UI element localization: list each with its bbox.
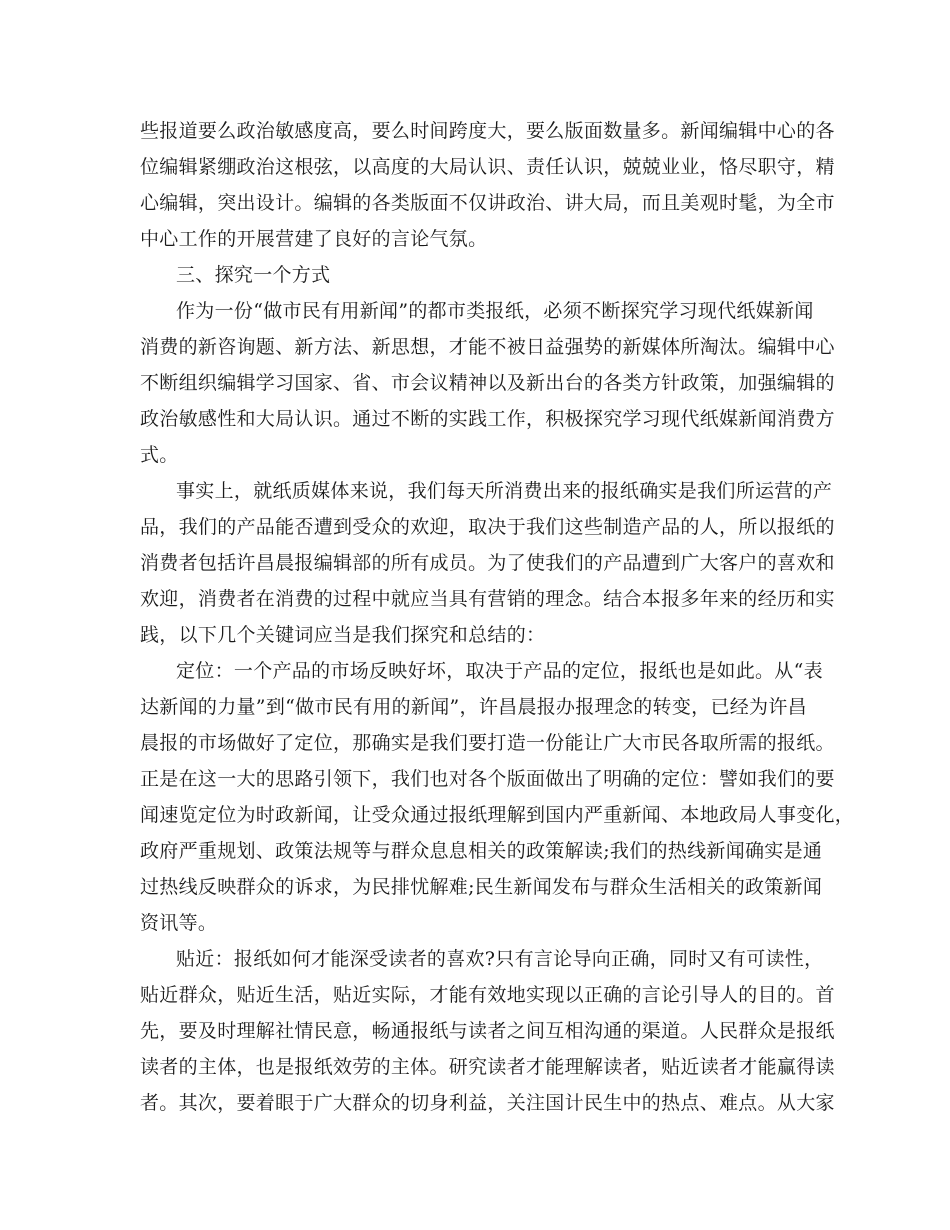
text-line: 消费者包括许昌晨报编辑部的所有成员。为了使我们的产品遭到广大客户的喜欢和 xyxy=(140,552,835,574)
text-line: 正是在这一大的思路引领下，我们也对各个版面做出了明确的定位：譬如我们的要 xyxy=(140,768,835,790)
paragraph-start-line: 作为一份“做市民有用新闻”的都市类报纸，必须不断探究学习现代纸媒新闻 xyxy=(176,300,814,322)
paragraph-start-line: 贴近：报纸如何才能深受读者的喜欢?只有言论导向正确，同时又有可读性， xyxy=(176,948,824,970)
text-line: 欢迎，消费者在消费的过程中就应当具有营销的理念。结合本报多年来的经历和实 xyxy=(140,588,835,610)
document-body xyxy=(140,113,855,1121)
section-heading: 三、探究一个方式 xyxy=(176,264,331,286)
text-line: 不断组织编辑学习国家、省、市会议精神以及新出台的各类方针政策，加强编辑的 xyxy=(140,372,835,394)
text-line: 读者的主体，也是报纸效劳的主体。研究读者才能理解读者，贴近读者才能赢得读 xyxy=(140,1056,835,1078)
text-line: 资讯等。 xyxy=(140,912,218,934)
text-line: 式。 xyxy=(140,444,179,466)
text-line: 先，要及时理解社情民意，畅通报纸与读者之间互相沟通的渠道。人民群众是报纸 xyxy=(140,1020,835,1042)
text-line: 践，以下几个关键词应当是我们探究和总结的： xyxy=(140,624,546,646)
paragraph-start-line: 事实上，就纸质媒体来说，我们每天所消费出来的报纸确实是我们所运营的产 xyxy=(176,480,833,502)
text-line: 达新闻的力量”到“做市民有用的新闻”，许昌晨报办报理念的转变，已经为许昌 xyxy=(140,696,807,718)
text-line: 者。其次，要着眼于广大群众的切身利益，关注国计民生中的热点、难点。从大家 xyxy=(140,1092,835,1114)
text-line: 品，我们的产品能否遭到受众的欢迎，取决于我们这些制造产品的人，所以报纸的 xyxy=(140,516,835,538)
text-line: 中心工作的开展营建了良好的言论气氛。 xyxy=(140,228,488,250)
text-line: 心编辑，突出设计。编辑的各类版面不仅讲政治、讲大局，而且美观时髦，为全市 xyxy=(140,192,835,214)
paragraph-start-line: 定位：一个产品的市场反映好坏，取决于产品的定位，报纸也是如此。从“表 xyxy=(176,660,823,682)
text-line: 闻速览定位为时政新闻，让受众通过报纸理解到国内严重新闻、本地政局人事变化， xyxy=(140,804,855,826)
text-line: 些报道要么政治敏感度高，要么时间跨度大，要么版面数量多。新闻编辑中心的各 xyxy=(140,120,835,142)
text-line: 过热线反映群众的诉求，为民排忧解难;民生新闻发布与群众生活相关的政策新闻 xyxy=(140,876,823,898)
text-line: 位编辑紧绷政治这根弦，以高度的大局认识、责任认识，兢兢业业，恪尽职守，精 xyxy=(140,156,835,178)
text-line: 贴近群众，贴近生活，贴近实际，才能有效地实现以正确的言论引导人的目的。首 xyxy=(140,984,835,1006)
text-line: 消费的新咨询题、新方法、新思想，才能不被日益强势的新媒体所淘汰。编辑中心 xyxy=(140,336,835,358)
text-line: 政府严重规划、政策法规等与群众息息相关的政策解读;我们的热线新闻确实是通 xyxy=(140,840,823,862)
text-line: 政治敏感性和大局认识。通过不断的实践工作，积极探究学习现代纸媒新闻消费方 xyxy=(140,408,835,430)
text-line: 晨报的市场做好了定位，那确实是我们要打造一份能让广大市民各取所需的报纸。 xyxy=(140,732,835,754)
